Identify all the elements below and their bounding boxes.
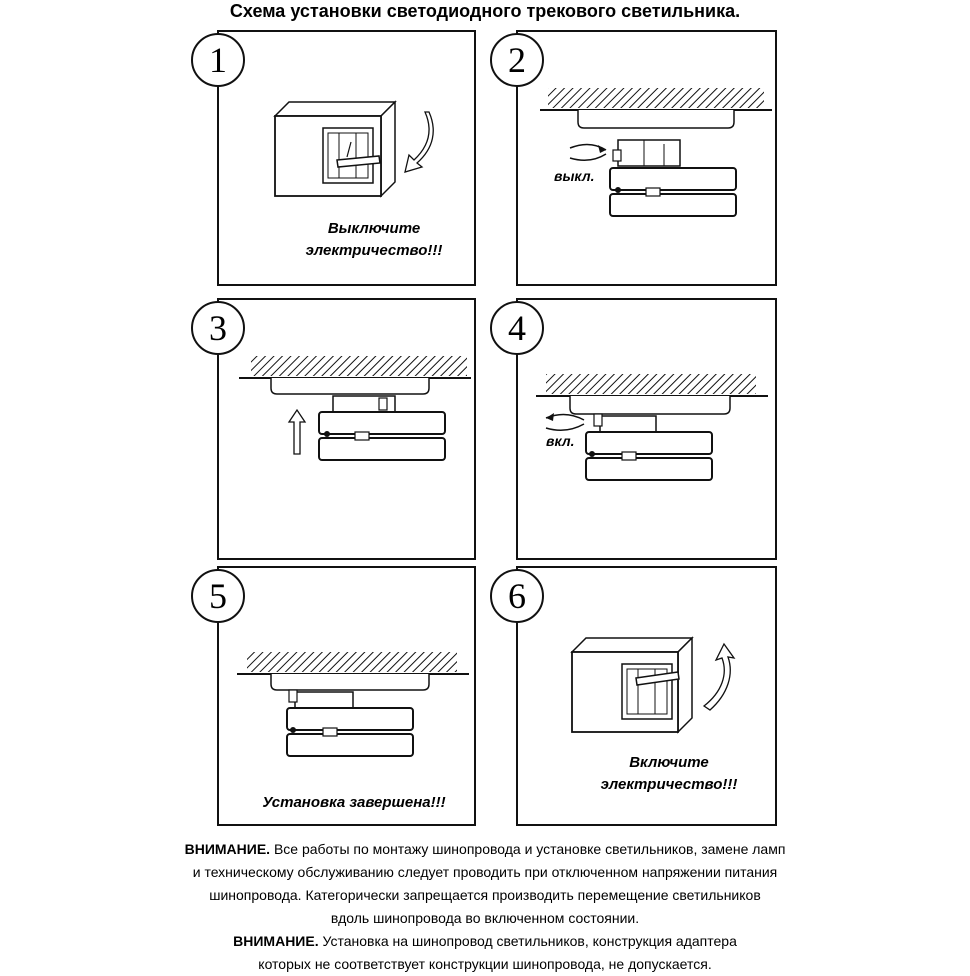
track-on-illustration xyxy=(518,300,779,562)
step-6-caption xyxy=(574,752,764,796)
step-1-panel xyxy=(217,30,476,286)
step-1-number: 1 xyxy=(191,33,245,87)
warning-2-line1: Установка на шинопровод светильников, конструкция адаптера xyxy=(322,933,737,949)
step-5-panel xyxy=(217,566,476,826)
warning-1 xyxy=(0,838,970,861)
step-2-state-label: выкл. xyxy=(554,168,595,184)
step-1-caption-line1: Выключите xyxy=(327,220,421,237)
step-4-number: 4 xyxy=(490,301,544,355)
step-1-caption-line2: электричество!!! xyxy=(305,242,443,259)
warning-1-line4: вдоль шинопровода во включенном состоянии. xyxy=(330,910,640,926)
step-6-caption-line2: электричество!!! xyxy=(600,776,738,793)
step-6-number: 6 xyxy=(490,569,544,623)
step-3-panel xyxy=(217,298,476,560)
mount-up-illustration xyxy=(219,300,478,562)
step-3-number: 3 xyxy=(191,301,245,355)
warning-1-line1: Все работы по монтажу шинопровода и установке светильников, замене ламп xyxy=(273,841,786,857)
warning-notes xyxy=(0,838,970,976)
warning-1-label: ВНИМАНИЕ. xyxy=(184,841,271,857)
installed-illustration xyxy=(219,568,478,828)
step-2-number: 2 xyxy=(490,33,544,87)
step-4-state-label: вкл. xyxy=(546,433,575,449)
step-6-panel xyxy=(516,566,777,826)
warning-2-line2: которых не соответствует конструкции шинопровода, не допускается. xyxy=(258,956,712,972)
page-title: Схема установки светодиодного трекового светильника. xyxy=(229,1,741,21)
step-1-caption xyxy=(279,218,469,262)
step-5-number: 5 xyxy=(191,569,245,623)
warning-1-line3: шинопровода. Категорически запрещается производить перемещение светильников xyxy=(209,887,761,903)
warning-2-label: ВНИМАНИЕ. xyxy=(233,933,319,949)
warning-1-line2: и техническому обслуживанию следует проводить при отключенном напряжении питания xyxy=(192,864,778,880)
step-5-caption: Установка завершена!!! xyxy=(262,794,446,811)
step-6-caption-line1: Включите xyxy=(629,754,709,771)
track-off-illustration xyxy=(518,32,779,288)
step-2-panel xyxy=(516,30,777,286)
warning-2 xyxy=(0,930,970,953)
step-4-panel xyxy=(516,298,777,560)
